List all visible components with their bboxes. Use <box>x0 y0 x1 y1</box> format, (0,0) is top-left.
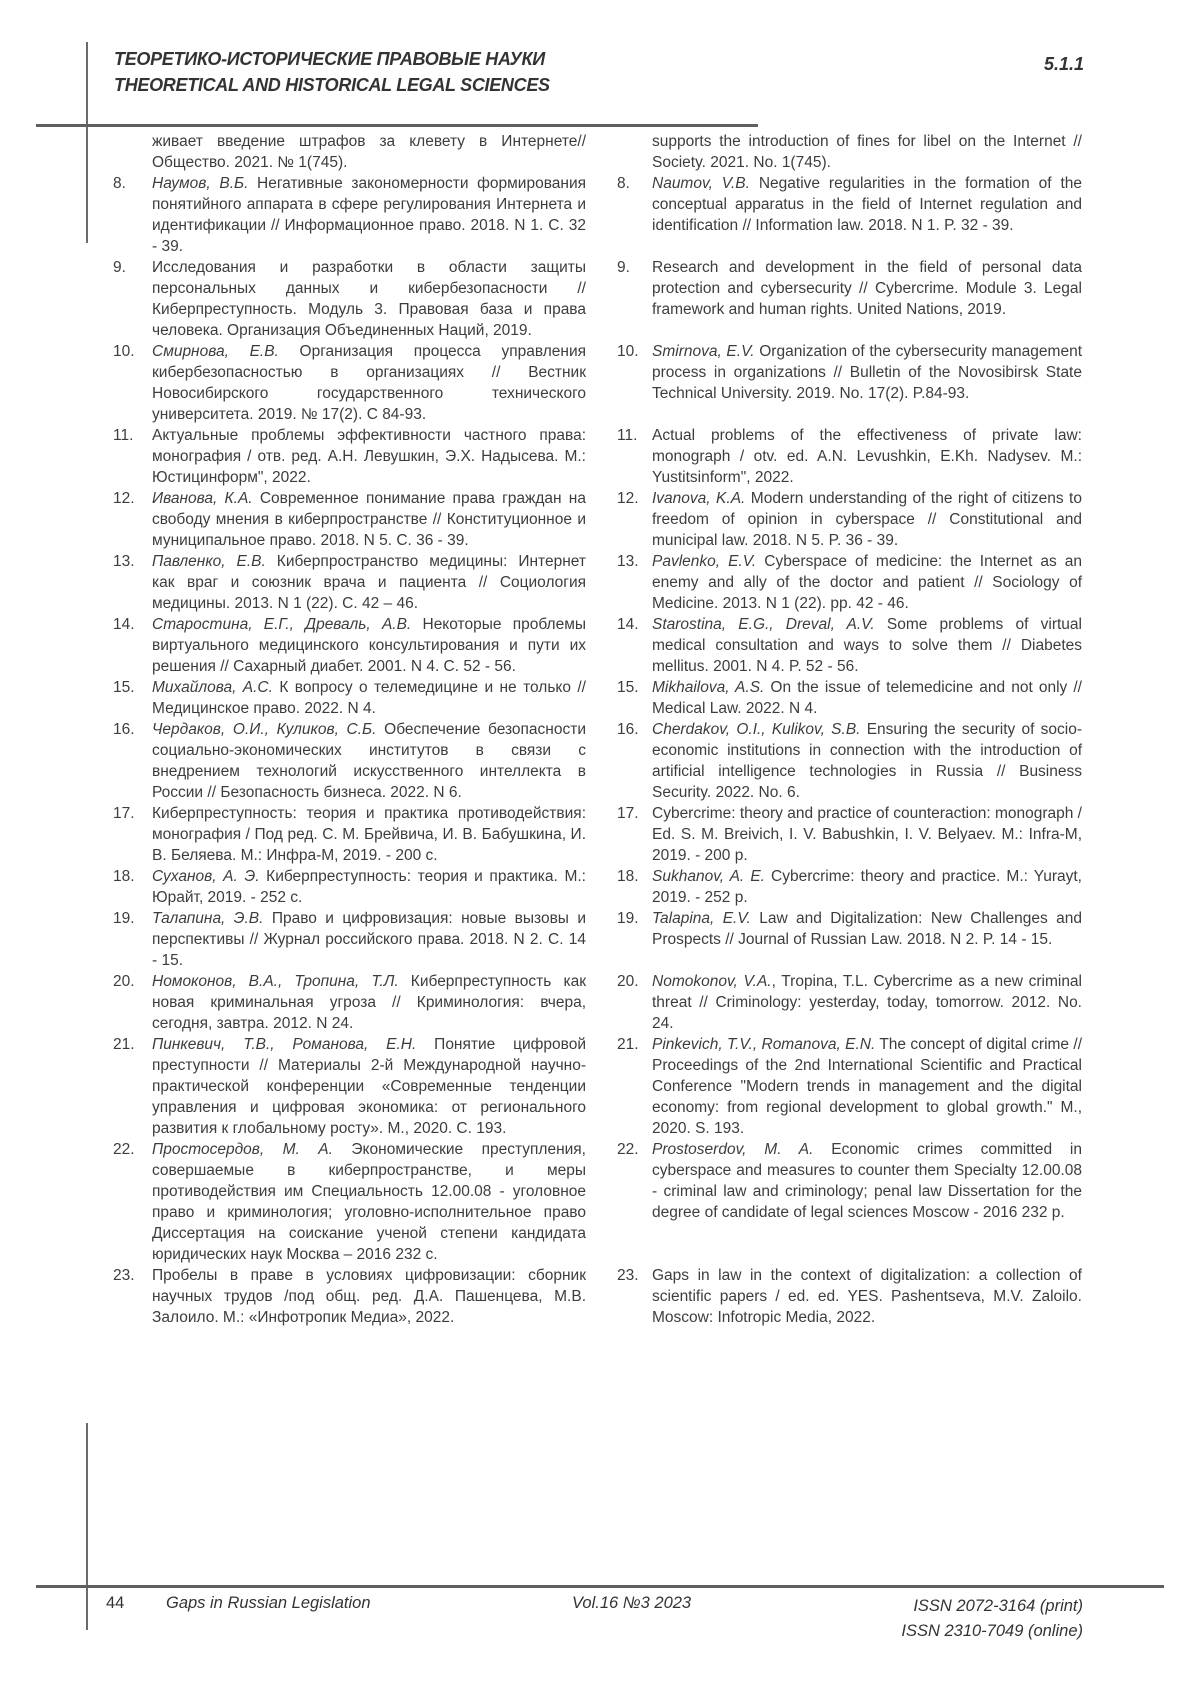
reference-text-ru: Киберпреступность: теория и практика противодействия: монография / Под ред. С. М. Брейвича, И. В. Бабушкина, И. В. Беляева. М.: Инфра-М, 2019. - 200 с. <box>152 805 586 864</box>
reference-row <box>113 173 1082 257</box>
reference-en <box>617 341 1082 404</box>
reference-row <box>113 803 1082 866</box>
reference-number: 15. <box>113 679 135 696</box>
reference-text-en: Talapina, E.V. Law and Digitalization: New Challenges and Prospects // Journal of Russian Law. 2018. N 2. P. 14 - 15. <box>652 910 1082 948</box>
reference-row <box>113 866 1082 908</box>
reference-number: 19. <box>617 910 639 927</box>
reference-text-ru: Простосердов, М. А. Экономические преступления, совершаемые в киберпространстве, и меры противодействия им Специальность 12.00.08 - уголовное право и криминология; уголовно-исполнительное право Диссертация на соискание ученой степени кандидата юридических наук Москва – 2016 232 с. <box>152 1141 586 1263</box>
reference-en <box>617 971 1082 1034</box>
reference-number: 9. <box>617 259 630 276</box>
reference-en <box>617 257 1082 320</box>
reference-number: 22. <box>113 1141 135 1158</box>
reference-text-ru: Суханов, А. Э. Киберпреступность: теория и практика. М.: Юрайт, 2019. - 252 с. <box>152 868 586 906</box>
reference-number: 20. <box>617 973 639 990</box>
reference-row <box>113 1265 1082 1328</box>
reference-number: 19. <box>113 910 135 927</box>
reference-number: 13. <box>617 553 639 570</box>
reference-text-en: Research and development in the field of personal data protection and cybersecurity // Cybercrime. Module 3. Legal framework and human rights. United Nations, 2019. <box>652 259 1082 318</box>
reference-en <box>617 173 1082 236</box>
reference-text-en: Pavlenko, E.V. Cyberspace of medicine: the Internet as an enemy and ally of the doctor and patient // Sociology of Medicine. 2013. N 1 (22). pp. 42 - 46. <box>652 553 1083 612</box>
reference-number: 10. <box>617 343 639 360</box>
footer-issn-block <box>901 1594 1083 1644</box>
reference-number: 23. <box>617 1267 639 1284</box>
reference-row <box>113 677 1082 719</box>
section-code: 5.1.1 <box>1043 54 1084 74</box>
reference-en <box>617 677 1082 719</box>
reference-number: 9. <box>113 259 126 276</box>
reference-number: 14. <box>113 616 135 633</box>
reference-row <box>113 488 1082 551</box>
reference-row <box>113 719 1082 803</box>
reference-en <box>617 1139 1082 1223</box>
reference-row <box>113 614 1082 677</box>
footer-issn-online: ISSN 2310-7049 (online) <box>901 1622 1083 1640</box>
reference-text-ru: Исследования и разработки в области защиты персональных данных и кибербезопасности // Киберпреступность. Модуль 3. Правовая база и права человека. Организация Объединенных Наций, 2019. <box>152 259 586 339</box>
reference-ru <box>113 488 586 551</box>
reference-text-ru: Актуальные проблемы эффективности частного права: монография / отв. ред. А.Н. Левушкин, Э.Х. Надысева. М.: Юстицинформ", 2022. <box>152 427 586 486</box>
reference-row <box>113 425 1082 488</box>
reference-en <box>617 425 1082 488</box>
reference-text-en: Starostina, E.G., Dreval, A.V. Some problems of virtual medical consultation and ways to solve them // Diabetes mellitus. 2001. N 4. P. 52 - 56. <box>652 616 1082 675</box>
reference-ru <box>113 971 586 1034</box>
reference-text-ru: Павленко, Е.В. Киберпространство медицины: Интернет как враг и союзник врача и пациента // Социология медицины. 2013. N 1 (22). С. 42 – 46. <box>152 553 586 612</box>
reference-number: 11. <box>113 427 134 444</box>
reference-en <box>617 908 1082 950</box>
reference-text-ru: Пробелы в праве в условиях цифровизации: сборник научных трудов /под общ. ред. Д.А. Пашенцева, М.В. Залоило. М.: «Инфотропик Медиа», 2022. <box>152 1267 586 1326</box>
reference-en <box>617 803 1082 866</box>
reference-text-ru: Старостина, Е.Г., Древаль, А.В. Некоторые проблемы виртуального медицинского консультирования и пути их решения // Сахарный диабет. 2001. N 4. С. 52 - 56. <box>152 616 586 675</box>
reference-number: 20. <box>113 973 135 990</box>
left-rule-bottom <box>86 1423 88 1630</box>
reference-number: 12. <box>113 490 135 507</box>
reference-en <box>617 488 1082 551</box>
reference-en <box>617 719 1082 803</box>
reference-number: 8. <box>113 175 126 192</box>
page-header <box>114 46 550 98</box>
footer-journal-title: Gaps in Russian Legislation <box>166 1594 371 1612</box>
left-rule-top <box>86 42 88 243</box>
reference-ru <box>113 257 586 341</box>
reference-en <box>617 1034 1082 1139</box>
reference-number: 10. <box>113 343 135 360</box>
reference-number: 13. <box>113 553 135 570</box>
reference-text-ru: Михайлова, А.С. К вопросу о телемедицине и не только // Медицинское право. 2022. N 4. <box>152 679 586 717</box>
footer-page-number: 44 <box>106 1594 125 1612</box>
reference-en <box>617 1265 1082 1328</box>
reference-text-ru: Талапина, Э.В. Право и цифровизация: новые вызовы и перспективы // Журнал российского права. 2018. N 2. С. 14 - 15. <box>152 910 586 969</box>
reference-ru <box>113 131 586 173</box>
section-title-en: THEORETICAL AND HISTORICAL LEGAL SCIENCES <box>114 75 550 95</box>
reference-row <box>113 1139 1082 1265</box>
reference-list <box>113 131 1082 1328</box>
reference-number: 16. <box>617 721 639 738</box>
reference-number <box>617 131 652 173</box>
reference-ru <box>113 614 586 677</box>
reference-ru <box>113 803 586 866</box>
reference-number: 17. <box>617 805 639 822</box>
reference-ru <box>113 719 586 803</box>
reference-text-ru: Пинкевич, Т.В., Романова, Е.Н. Понятие цифровой преступности // Материалы 2-й Международной научно-практической конференции «Современные тенденции управления и цифровая экономика: от регионального развития к глобальному росту». М., 2020. С. 193. <box>152 1036 586 1137</box>
section-title-ru: ТЕОРЕТИКО-ИСТОРИЧЕСКИЕ ПРАВОВЫЕ НАУКИ <box>114 49 545 69</box>
reference-en <box>617 551 1082 614</box>
footer-volume-issue: Vol.16 №3 2023 <box>572 1594 692 1612</box>
reference-number: 21. <box>113 1036 135 1053</box>
reference-number: 21. <box>617 1036 639 1053</box>
reference-number: 22. <box>617 1141 639 1158</box>
reference-en <box>617 614 1082 677</box>
reference-text-en: Gaps in law in the context of digitalization: a collection of scientific papers / ed. ed. YES. Pashentseva, M.V. Zaloilo. Moscow: Infotropic Media, 2022. <box>652 1267 1082 1326</box>
reference-text-en: Prostoserdov, M. A. Economic crimes committed in cyberspace and measures to counter them Specialty 12.00.08 - criminal law and criminology; penal law Dissertation for the degree of candidate of legal sciences Moscow - 2016 232 p. <box>652 1141 1082 1221</box>
reference-text-en: Cybercrime: theory and practice of counteraction: monograph / Ed. S. M. Breivich, I. V. Babushkin, I. V. Belyaev. M.: Infra-M, 2019. - 200 p. <box>652 805 1082 864</box>
reference-number: 18. <box>113 868 135 885</box>
reference-number: 18. <box>617 868 639 885</box>
reference-row <box>113 257 1082 341</box>
reference-row <box>113 1034 1082 1139</box>
reference-number: 17. <box>113 805 135 822</box>
reference-ru <box>113 425 586 488</box>
reference-ru <box>113 677 586 719</box>
reference-row <box>113 908 1082 971</box>
reference-ru <box>113 908 586 971</box>
reference-ru <box>113 551 586 614</box>
reference-text-en: Ivanova, K.A. Modern understanding of the right of citizens to freedom of opinion in cyberspace // Constitutional and municipal law. 2018. N 5. P. 36 - 39. <box>652 490 1082 549</box>
reference-number: 8. <box>617 175 630 192</box>
reference-text-en: Nomokonov, V.A., Tropina, T.L. Cybercrime as a new criminal threat // Criminology: yesterday, today, tomorrow. 2012. No. 24. <box>652 973 1082 1032</box>
reference-number: 23. <box>113 1267 135 1284</box>
reference-text-en: Mikhailova, A.S. On the issue of telemedicine and not only // Medical Law. 2022. N 4. <box>652 679 1082 717</box>
reference-en <box>617 131 1082 173</box>
reference-number: 12. <box>617 490 639 507</box>
reference-row <box>113 131 1082 173</box>
reference-text-ru: Номоконов, В.А., Тропина, Т.Л. Киберпреступность как новая криминальная угроза // Криминология: вчера, сегодня, завтра. 2012. N 24. <box>152 973 586 1032</box>
reference-text-en: Sukhanov, A. E. Cybercrime: theory and practice. M.: Yurayt, 2019. - 252 p. <box>652 868 1082 906</box>
footer-rule <box>36 1585 1164 1588</box>
reference-text-en: Cherdakov, O.I., Kulikov, S.B. Ensuring the security of socio-economic institutions in connection with the introduction of artificial intelligence technologies in Russia // Business Security. 2022. No. 6. <box>652 721 1082 801</box>
reference-text-en: Naumov, V.B. Negative regularities in the formation of the conceptual apparatus in the field of Internet regulation and identification // Information law. 2018. N 1. P. 32 - 39. <box>652 175 1083 234</box>
reference-ru <box>113 1034 586 1139</box>
reference-text-en: Smirnova, E.V. Organization of the cybersecurity management process in organizations // Bulletin of the Novosibirsk State Technical University. 2019. No. 17(2). P.84-93. <box>652 343 1083 402</box>
reference-text-en: Actual problems of the effectiveness of private law: monograph / otv. ed. A.N. Levushkin, E.Kh. Nadysev. M.: Yustitsinform", 2022. <box>652 427 1082 486</box>
reference-row <box>113 341 1082 425</box>
reference-number: 15. <box>617 679 639 696</box>
reference-number: 14. <box>617 616 639 633</box>
reference-text-ru: Иванова, К.А. Современное понимание права граждан на свободу мнения в киберпространстве // Конституционное и муниципальное право. 2018. N 5. С. 36 - 39. <box>152 490 586 549</box>
reference-ru <box>113 173 586 257</box>
reference-text-en: Pinkevich, T.V., Romanova, E.N. The concept of digital crime // Proceedings of the 2nd International Scientific and Practical Conference "Modern trends in management and the digital economy: from regional development to global growth." М., 2020. S. 193. <box>652 1036 1083 1137</box>
reference-text-en: supports the introduction of fines for libel on the Internet // Society. 2021. No. 1(745). <box>652 133 1082 171</box>
reference-text-ru: Чердаков, О.И., Куликов, С.Б. Обеспечение безопасности социально-экономических институтов в связи с внедрением технологий искусственного интеллекта в России // Безопасность бизнеса. 2022. N 6. <box>152 721 586 801</box>
reference-ru <box>113 341 586 425</box>
reference-row <box>113 551 1082 614</box>
header-rule <box>36 124 758 127</box>
reference-ru <box>113 1139 586 1265</box>
reference-ru <box>113 866 586 908</box>
reference-row <box>113 971 1082 1034</box>
reference-number <box>113 131 152 173</box>
reference-text-ru: живает введение штрафов за клевету в Интернете// Общество. 2021. № 1(745). <box>152 133 586 171</box>
reference-en <box>617 866 1082 908</box>
reference-ru <box>113 1265 586 1328</box>
reference-number: 11. <box>617 427 638 444</box>
reference-text-ru: Наумов, В.Б. Негативные закономерности формирования понятийного аппарата в сфере регулирования Интернета и идентификации // Информационное право. 2018. N 1. С. 32 - 39. <box>152 175 586 255</box>
reference-number: 16. <box>113 721 135 738</box>
reference-text-ru: Смирнова, Е.В. Организация процесса управления кибербезопасностью в организациях // Вестник Новосибирского государственного технического университета. 2019. № 17(2). С 84-93. <box>152 343 586 423</box>
footer-issn-print: ISSN 2072-3164 (print) <box>913 1597 1083 1615</box>
